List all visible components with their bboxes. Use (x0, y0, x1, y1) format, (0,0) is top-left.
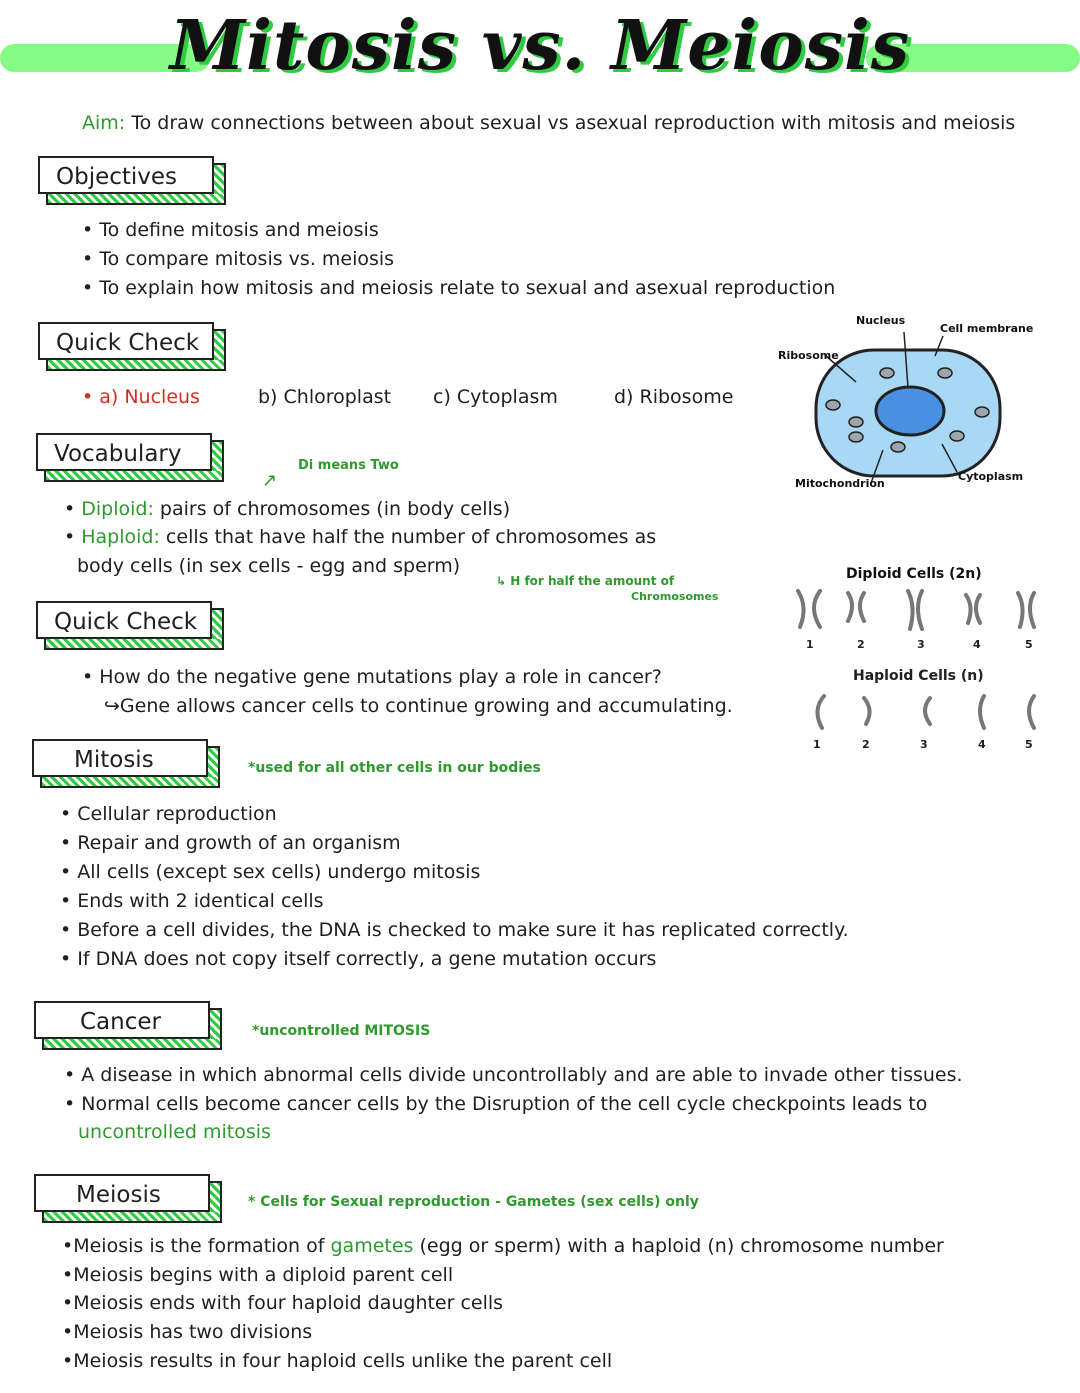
haploid-num-5: 5 (1025, 738, 1033, 751)
list-item: • To explain how mitosis and meiosis relate to sexual and asexual reproduction (82, 274, 835, 303)
note-di: Di means Two (298, 458, 399, 473)
option-c: c) Cytoplasm (433, 386, 558, 408)
cancer-item-2: • Normal cells become cancer cells by the Disruption of the cell cycle checkpoints leads to (64, 1093, 928, 1115)
meiosis-item-2: •Meiosis begins with a diploid parent cell (62, 1264, 454, 1286)
note-di-arrow: ↗ (262, 470, 278, 491)
cell-membrane-label: Cell membrane (940, 322, 1034, 335)
meiosis-heading: Meiosis (34, 1174, 210, 1212)
haploid-title: Haploid Cells (n) (853, 668, 984, 684)
objectives-header (38, 156, 226, 211)
objectives-list (82, 216, 835, 303)
ribosome-label: Ribosome (778, 349, 839, 362)
haploid-chromosomes (790, 690, 1050, 734)
cancer-header (34, 1001, 222, 1056)
haploid-num-1: 1 (813, 738, 821, 751)
list-item: • All cells (except sex cells) undergo mitosis (60, 858, 849, 887)
diploid-line: • Diploid: pairs of chromosomes (in body cells) (64, 498, 511, 520)
quick-check-2-heading: Quick Check (36, 601, 212, 639)
gametes-term: gametes (330, 1235, 414, 1257)
cancer-item-2-cont: uncontrolled mitosis (78, 1121, 271, 1143)
vocabulary-header (36, 433, 224, 488)
note-h-2: Chromosomes (631, 590, 719, 603)
diploid-chromosomes (790, 585, 1050, 635)
list-item: • Cellular reproduction (60, 800, 849, 829)
option-a: • a) Nucleus (82, 386, 200, 408)
list-item: • To define mitosis and meiosis (82, 216, 835, 245)
cytoplasm-label: Cytoplasm (958, 470, 1024, 483)
mitosis-heading: Mitosis (32, 739, 208, 777)
haploid-line: • Haploid: cells that have half the number of chromosomes as (64, 526, 657, 548)
mitosis-header (32, 739, 220, 794)
diploid-title: Diploid Cells (2n) (846, 566, 982, 582)
diploid-def: pairs of chromosomes (in body cells) (153, 498, 511, 520)
aim-label: Aim: (82, 112, 126, 134)
note-h-1: ↳ H for half the amount of (496, 574, 675, 588)
vocabulary-heading: Vocabulary (36, 433, 212, 471)
haploid-num-3: 3 (920, 738, 928, 751)
aim (82, 112, 1015, 134)
meiosis-item-1: •Meiosis is the formation of gametes (egg or sperm) with a haploid (n) chromosome number (62, 1235, 944, 1257)
quick-check-2-question: • How do the negative gene mutations play a role in cancer? (82, 666, 662, 688)
option-b: b) Chloroplast (258, 386, 392, 408)
diploid-num-3: 3 (917, 638, 925, 651)
quick-check-2-header (36, 601, 224, 656)
option-d: d) Ribosome (614, 386, 734, 408)
list-item: • If DNA does not copy itself correctly, a gene mutation occurs (60, 945, 849, 974)
list-item: • Repair and growth of an organism (60, 829, 849, 858)
nucleus-label: Nucleus (856, 314, 906, 327)
mitosis-note: *used for all other cells in our bodies (248, 760, 541, 776)
nucleus-shape (876, 387, 944, 435)
cancer-note: *uncontrolled MITOSIS (252, 1023, 431, 1039)
quick-check-1-header (38, 322, 226, 377)
meiosis-item-5: •Meiosis results in four haploid cells unlike the parent cell (62, 1350, 613, 1372)
diploid-num-5: 5 (1025, 638, 1033, 651)
diploid-term: Diploid: (81, 498, 154, 520)
list-item: • Before a cell divides, the DNA is checked to make sure it has replicated correctly. (60, 916, 849, 945)
cancer-item-1: • A disease in which abnormal cells divide uncontrollably and are able to invade other tissues. (64, 1064, 963, 1086)
meiosis-header (34, 1174, 222, 1229)
haploid-def-2: body cells (in sex cells - egg and sperm) (77, 555, 461, 577)
haploid-def-1: cells that have half the number of chromosomes as (159, 526, 657, 548)
diploid-num-1: 1 (806, 638, 814, 651)
objectives-heading: Objectives (38, 156, 214, 194)
meiosis-note: * Cells for Sexual reproduction - Gametes (sex cells) only (248, 1194, 699, 1210)
list-item: • Ends with 2 identical cells (60, 887, 849, 916)
haploid-num-2: 2 (862, 738, 870, 751)
diploid-num-2: 2 (857, 638, 865, 651)
mitosis-list (60, 800, 849, 974)
haploid-num-4: 4 (978, 738, 986, 751)
haploid-term: Haploid: (81, 526, 160, 548)
diploid-num-4: 4 (973, 638, 981, 651)
list-item: • To compare mitosis vs. meiosis (82, 245, 835, 274)
meiosis-item-4: •Meiosis has two divisions (62, 1321, 313, 1343)
quick-check-2-answer: ↪Gene allows cancer cells to continue growing and accumulating. (104, 695, 733, 717)
cancer-heading: Cancer (34, 1001, 210, 1039)
page-title: Mitosis vs. Meiosis (169, 6, 911, 86)
meiosis-item-3: •Meiosis ends with four haploid daughter cells (62, 1292, 504, 1314)
quick-check-1-heading: Quick Check (38, 322, 214, 360)
aim-text: To draw connections between about sexual vs asexual reproduction with mitosis and meiosis (125, 112, 1016, 134)
mitochondrion-label: Mitochondrion (795, 477, 885, 490)
